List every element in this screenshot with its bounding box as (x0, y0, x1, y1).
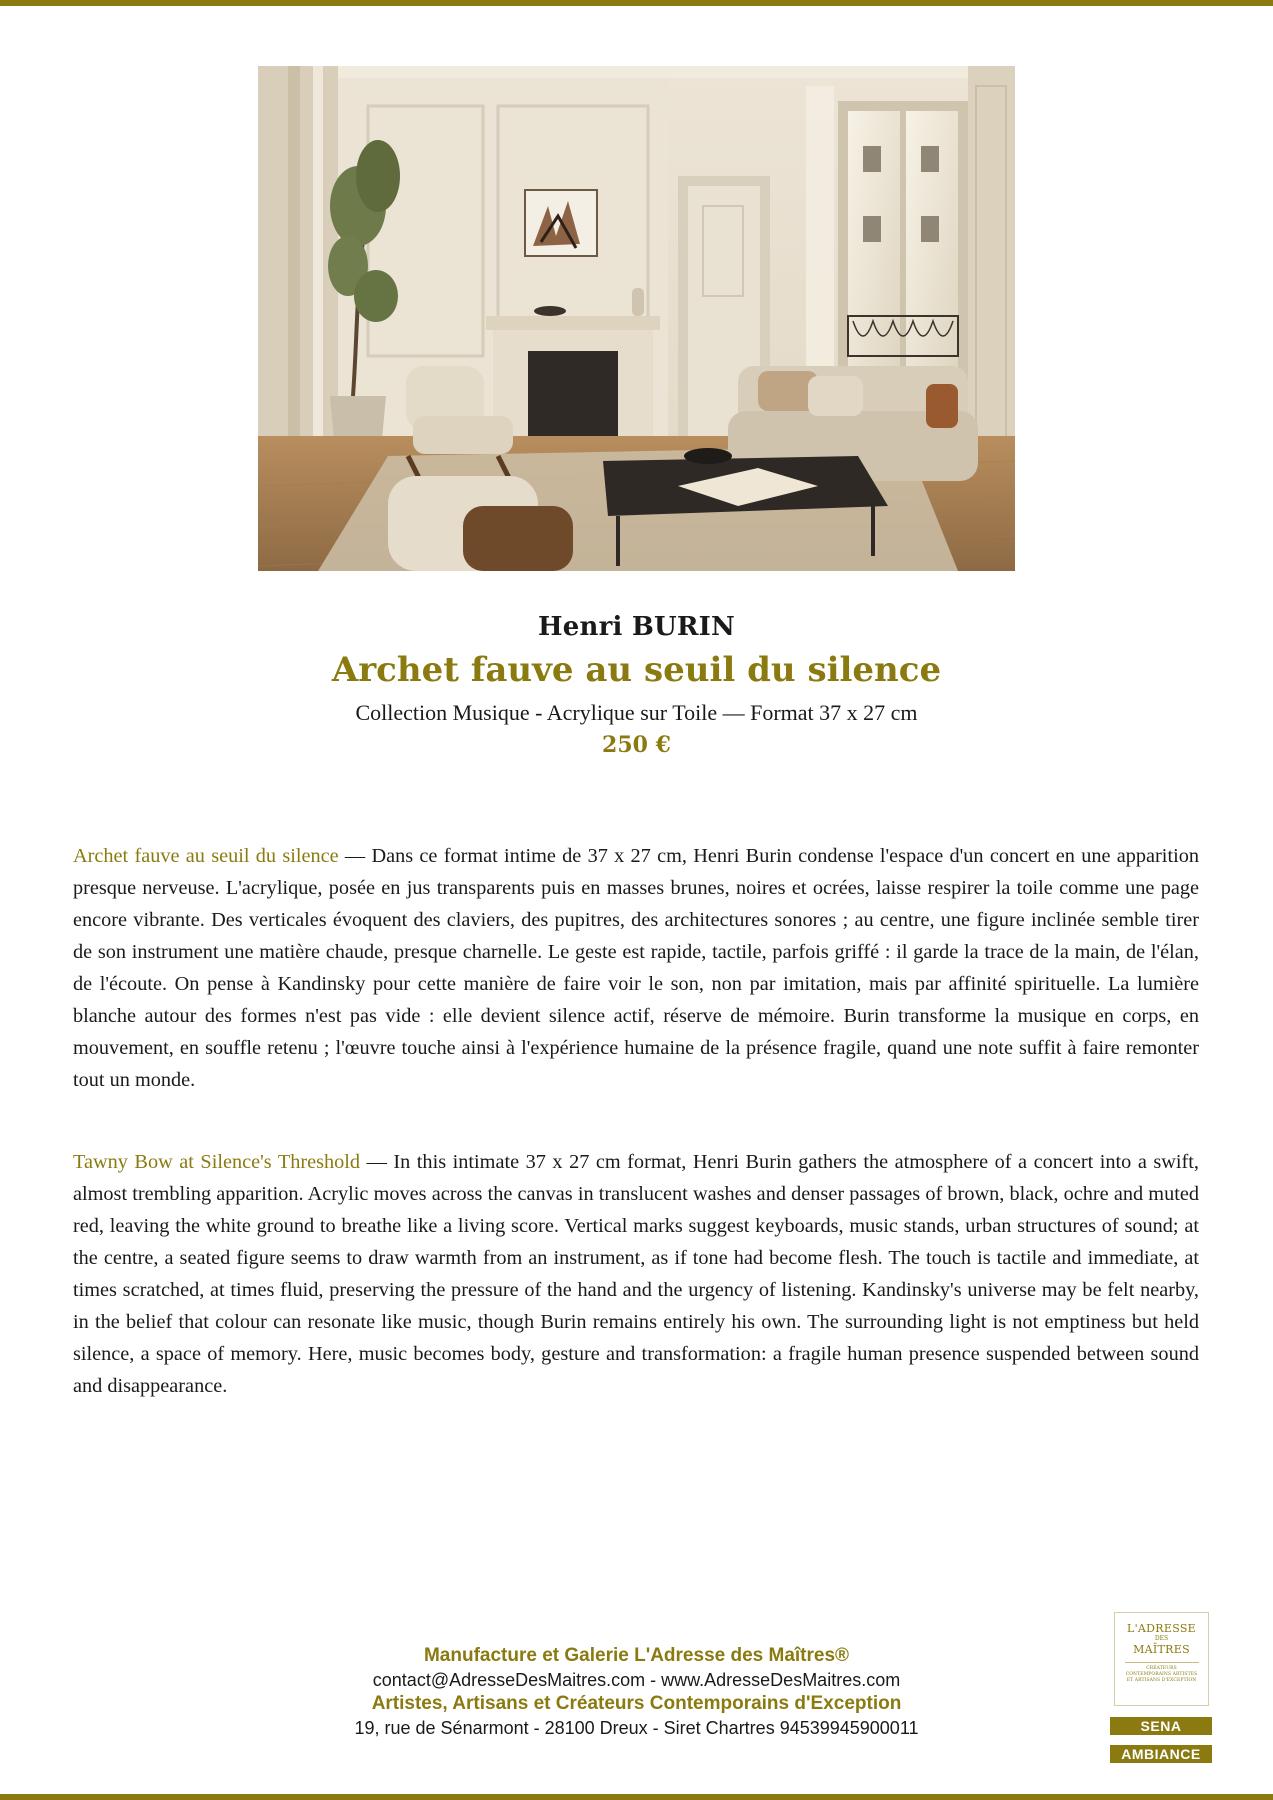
interior-photo (258, 66, 1015, 571)
gallery-tagline: Artistes, Artisans et Créateurs Contemporains d'Exception (371, 1693, 902, 1714)
logo-line-4: CRÉATEURS CONTEMPORAINS ARTISTES ET ARTISANS D'EXCEPTION (1125, 1666, 1198, 1683)
logo-line-1: L'ADRESSE (1126, 1622, 1196, 1635)
gallery-contact: contact@AdresseDesMaitres.com - www.AdresseDesMaitres.com (372, 1670, 901, 1690)
gallery-address: 19, rue de Sénarmont - 28100 Dreux - Siret Chartres 94539945900011 (354, 1718, 919, 1738)
description-english (73, 1146, 1199, 1402)
artwork-specs: Collection Musique - Acrylique sur Toile — Format 37 x 27 cm (355, 700, 918, 725)
artwork-header (0, 612, 1273, 758)
bottom-accent-bar (0, 1794, 1273, 1800)
description-english-text: — In this intimate 37 x 27 cm format, Henri Burin gathers the atmosphere of a concert into a swift, almost trembling apparition. Acrylic moves across the canvas in translucent washes and denser passages of brown, black, ochre and muted red, leaving the white ground to breathe like a living score. Vertical marks suggest keyboards, music stands, urban structures of sound; at the centre, a seated figure seems to draw warmth from an instrument, as if tone had become flesh. The touch is tactile and immediate, at times scratched, at times fluid, preserving the pressure of the hand and the urgency of listening. Kandinsky's universe may be felt nearby, in the belief that colour can resonate like music, though Burin remains entirely his own. The surrounding light is not emptiness but held silence, a space of memory. Here, music becomes body, gesture and transformation: a fragile human presence suspended between sound and disappearance. (73, 1151, 1199, 1397)
gallery-name: Manufacture et Galerie L'Adresse des Maîtres® (423, 1645, 850, 1666)
description-french-title: Archet fauve au seuil du silence (73, 845, 339, 867)
logo-divider (1125, 1662, 1199, 1663)
logo-line-3: MAÎTRES (1133, 1643, 1190, 1656)
artist-name: Henri BURIN (537, 612, 736, 642)
logo-line-2: DES (1154, 1635, 1169, 1642)
living-room-illustration (258, 66, 1015, 571)
artwork-price: 250 € (602, 732, 671, 758)
description-french-text: — Dans ce format intime de 37 x 27 cm, Henri Burin condense l'espace d'un concert en une apparition presque nerveuse. L'acrylique, posée en jus transparents puis en masses brunes, noires et ocrées, laisse respirer la toile comme une page encore vibrante. Des verticales évoquent des claviers, des pupitres, des architectures sonores ; au centre, une figure inclinée semble tirer de son instrument une matière chaude, presque charnelle. Le geste est rapide, tactile, parfois griffé : il garde la trace de la main, de l'élan, de l'écoute. On pense à Kandinsky pour cette manière de faire voir le son, non par imitation, mais par affinité spirituelle. La lumière blanche autour des formes n'est pas vide : elle devient silence actif, réserve de mémoire. Burin transforme la musique en corps, en mouvement, en souffle retenu ; l'œuvre touche ainsi à l'expérience humaine de la présence fragile, quand une note suffit à faire remonter tout un monde. (73, 845, 1199, 1091)
description-english-title: Tawny Bow at Silence's Threshold (73, 1151, 361, 1173)
badge-ambiance: AMBIANCE (1110, 1745, 1212, 1763)
badge-sena: SENA (1110, 1717, 1212, 1735)
artwork-title: Archet fauve au seuil du silence (331, 650, 942, 690)
gallery-logo (1114, 1612, 1209, 1706)
description-french (73, 840, 1199, 1096)
top-accent-bar (0, 0, 1273, 6)
gallery-footer (0, 1644, 1273, 1740)
